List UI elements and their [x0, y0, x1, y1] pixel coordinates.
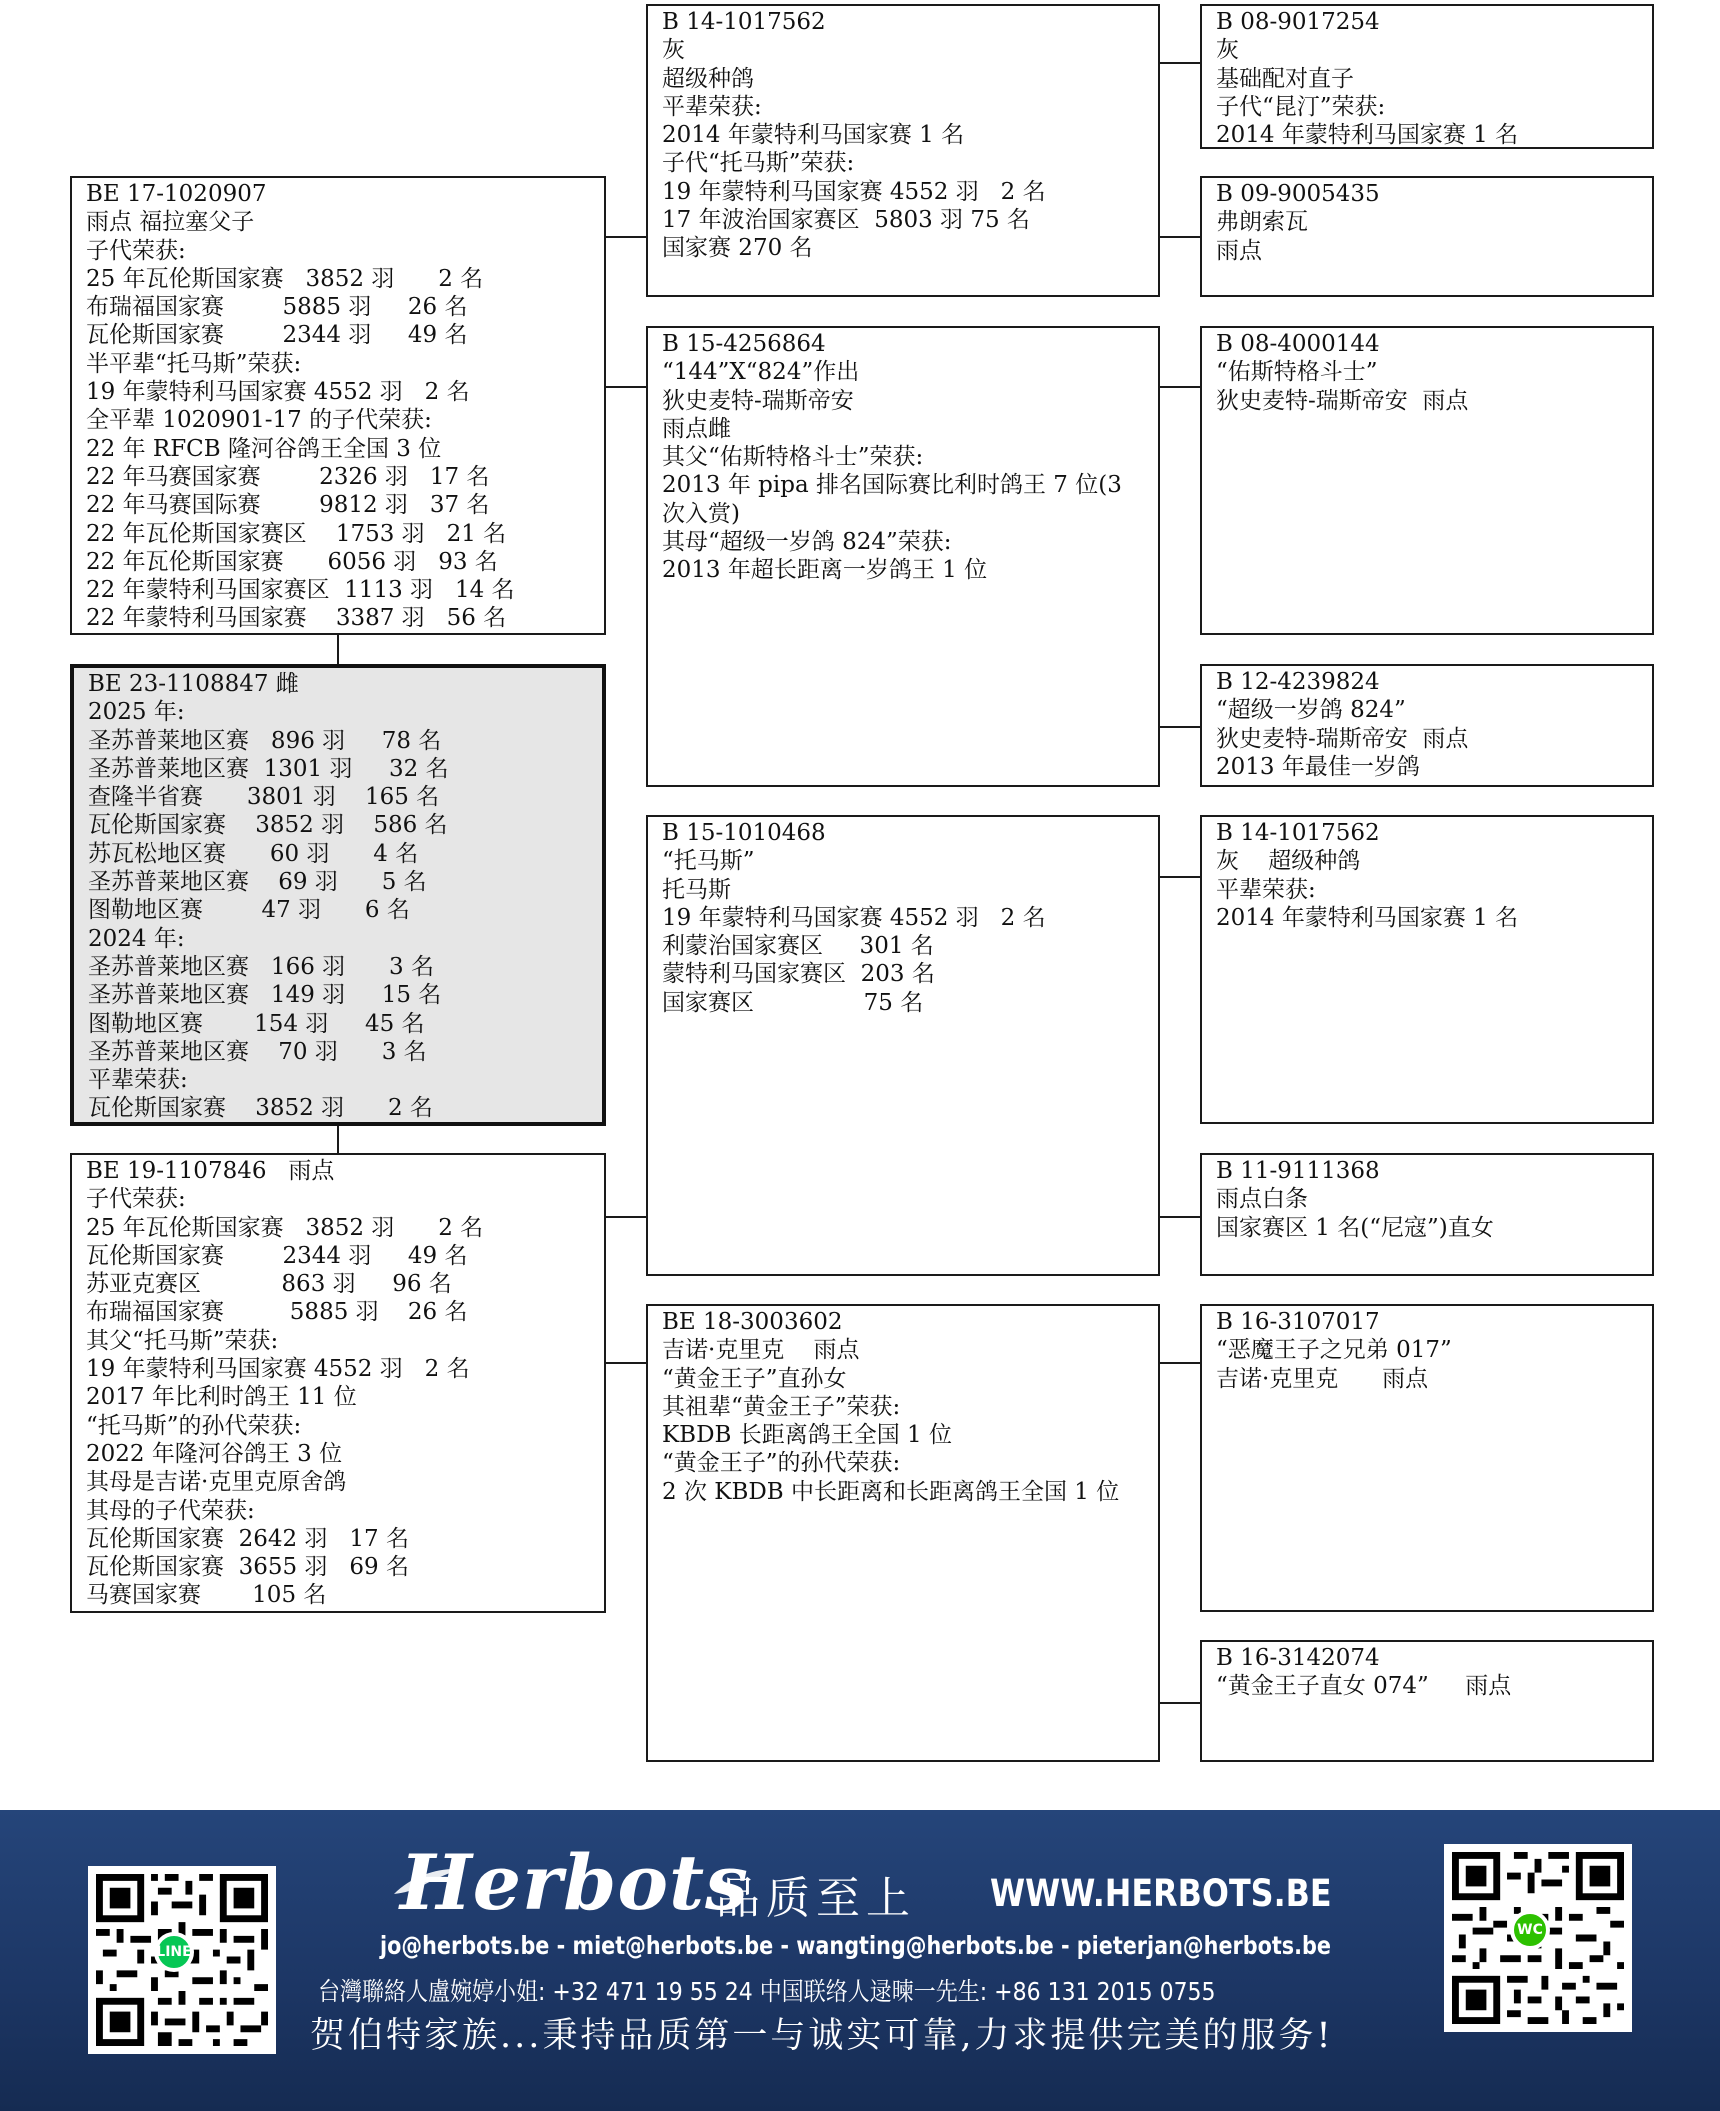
connector	[1160, 62, 1200, 64]
pedigree-line: 雨点雌	[662, 415, 731, 442]
pedigree-line: 圣苏普莱地区赛 70 羽 3 名	[88, 1038, 427, 1065]
pedigree-line: “黄金王子”的孙代荣获:	[662, 1450, 901, 1477]
pedigree-line: B 12-4239824	[1216, 669, 1380, 695]
pedigree-line: 超级种鸽	[662, 65, 754, 92]
pedigree-line: 狄史麦特-瑞斯帝安	[662, 387, 854, 414]
pedigree-line: 苏亚克赛区 863 羽 96 名	[86, 1271, 452, 1298]
pedigree-line: 布瑞福国家赛 5885 羽 26 名	[86, 294, 468, 321]
pedigree-line: 其父“佑斯特格斗士”荣获:	[662, 444, 924, 471]
pedigree-line: “恶魔王子之兄弟 017”	[1216, 1337, 1452, 1364]
pedigree-line: “黄金王子直女 074” 雨点	[1216, 1673, 1512, 1700]
connector	[1160, 1702, 1200, 1704]
connector	[1160, 236, 1200, 238]
connector	[606, 236, 646, 238]
pedigree-line: 苏瓦松地区赛 60 羽 4 名	[88, 840, 419, 867]
pedigree-line: “托马斯”的孙代荣获:	[86, 1412, 302, 1439]
line-qr-code	[88, 1866, 276, 2054]
pedigree-line: 国家赛 270 名	[662, 235, 813, 262]
pedigree-line: 平辈荣获:	[1216, 876, 1316, 903]
pedigree-line: 瓦伦斯国家赛 3852 羽 2 名	[88, 1095, 433, 1122]
pedigree-line: 蒙特利马国家赛区 203 名	[662, 961, 935, 988]
slogan: 品质至上	[716, 1873, 916, 1924]
connector	[1160, 1362, 1200, 1364]
contact-phones: 台灣聯絡人盧婉婷小姐: +32 471 19 55 24 中国联络人逯暕一先生: +86 131 2015 0755	[318, 1977, 1216, 2006]
pedigree-line: 瓦伦斯国家赛 3852 羽 586 名	[88, 812, 448, 839]
pedigree-line: 19 年蒙特利马国家赛 4552 羽 2 名	[86, 1356, 470, 1383]
pedigree-line: 瓦伦斯国家赛 3655 羽 69 名	[86, 1554, 409, 1581]
subject-card	[70, 664, 606, 1126]
pedigree-line: B 08-4000144	[1216, 331, 1380, 357]
pedigree-line: 灰	[662, 37, 685, 64]
pedigree-line: 灰	[1216, 37, 1239, 64]
pedigree-line: “超级一岁鸽 824”	[1216, 697, 1406, 724]
pedigree-line: 国家赛区 75 名	[662, 989, 924, 1016]
pedigree-line: 2025 年:	[88, 699, 185, 726]
pedigree-line: 19 年蒙特利马国家赛 4552 羽 2 名	[662, 178, 1046, 205]
pedigree-line: 全平辈 1020901-17 的子代荣获:	[86, 407, 432, 434]
pedigree-line: B 08-9017254	[1216, 9, 1380, 35]
pedigree-line: B 09-9005435	[1216, 181, 1380, 207]
pedigree-line: 2014 年蒙特利马国家赛 1 名	[662, 122, 965, 149]
pedigree-line: 其祖辈“黄金王子”荣获:	[662, 1393, 901, 1420]
pedigree-line: 平辈荣获:	[662, 93, 762, 120]
pedigree-line: 17 年波治国家赛区 5803 羽 75 名	[662, 207, 1030, 234]
connector	[337, 635, 339, 664]
dam-sire-card	[646, 815, 1160, 1276]
pedigree-line: 圣苏普莱地区赛 896 羽 78 名	[88, 727, 442, 754]
pedigree-line: 次入赏)	[662, 500, 740, 527]
pedigree-line: 2013 年 pipa 排名国际赛比利时鸽王 7 位(3	[662, 472, 1122, 499]
pedigree-line: 弗朗索瓦	[1216, 209, 1308, 236]
pedigree-line: 25 年瓦伦斯国家赛 3852 羽 2 名	[86, 1214, 484, 1241]
pedigree-line: B 16-3142074	[1216, 1645, 1380, 1671]
pedigree-line: 22 年马赛国家赛 2326 羽 17 名	[86, 463, 490, 490]
pedigree-line: 2014 年蒙特利马国家赛 1 名	[1216, 904, 1519, 931]
pedigree-line: “托马斯”	[662, 848, 755, 875]
sire-sire-card	[646, 4, 1160, 297]
pedigree-line: B 16-3107017	[1216, 1309, 1380, 1335]
connector	[1160, 1216, 1200, 1218]
pedigree-line: 雨点	[1216, 237, 1262, 264]
pedigree-line: B 15-4256864	[662, 331, 826, 357]
pedigree-line: 其父“托马斯”荣获:	[86, 1327, 279, 1354]
pedigree-line: 22 年蒙特利马国家赛 3387 羽 56 名	[86, 605, 507, 632]
pedigree-line: 2022 年隆河谷鸽王 3 位	[86, 1440, 343, 1467]
pedigree-line: 其母“超级一岁鸽 824”荣获:	[662, 529, 952, 556]
pedigree-line: KBDB 长距离鸽王全国 1 位	[662, 1422, 952, 1449]
wechat-qr-code	[1444, 1844, 1632, 2032]
connector	[1160, 726, 1200, 728]
pedigree-line: 2014 年蒙特利马国家赛 1 名	[1216, 122, 1519, 149]
pedigree-line: 2013 年超长距离一岁鸽王 1 位	[662, 557, 988, 584]
pedigree-line: 瓦伦斯国家赛 2344 羽 49 名	[86, 322, 468, 349]
sds-card	[1200, 326, 1654, 635]
website-link[interactable]: WWW.HERBOTS.BE	[990, 1872, 1332, 1915]
tagline: 贺伯特家族...秉持品质第一与诚实可靠,力求提供完美的服务!	[310, 2016, 1334, 2056]
pedigree-line: 查隆半省赛 3801 羽 165 名	[88, 784, 440, 811]
pedigree-line: 2013 年最佳一岁鸽	[1216, 753, 1420, 780]
sss-card	[1200, 4, 1654, 149]
pedigree-line: 基础配对直子	[1216, 65, 1354, 92]
brand-logo: Herbots	[400, 1838, 749, 1927]
pedigree-line: 22 年瓦伦斯国家赛区 1753 羽 21 名	[86, 520, 507, 547]
connector	[337, 1126, 339, 1153]
pedigree-line: “144”X“824”作出	[662, 359, 860, 386]
line-icon: LINE	[154, 1932, 194, 1972]
pedigree-line: 子代荣获:	[86, 237, 186, 264]
pedigree-line: 圣苏普莱地区赛 149 羽 15 名	[88, 982, 442, 1009]
pedigree-line: 雨点 福拉塞父子	[86, 209, 255, 236]
pedigree-line: 圣苏普莱地区赛 1301 羽 32 名	[88, 755, 449, 782]
pedigree-line: 圣苏普莱地区赛 69 羽 5 名	[88, 869, 427, 896]
pedigree-line: B 15-1010468	[662, 820, 826, 846]
pedigree-line: 19 年蒙特利马国家赛 4552 羽 2 名	[662, 904, 1046, 931]
pedigree-line: “黄金王子”直孙女	[662, 1365, 847, 1392]
pedigree-line: 图勒地区赛 154 羽 45 名	[88, 1010, 425, 1037]
dds-card	[1200, 1304, 1654, 1612]
pedigree-line: 2017 年比利时鸽王 11 位	[86, 1384, 357, 1411]
pedigree-line: 狄史麦特-瑞斯帝安 雨点	[1216, 387, 1469, 414]
dam-dam-card	[646, 1304, 1160, 1762]
ssd-card	[1200, 176, 1654, 297]
pedigree-line: 雨点白条	[1216, 1186, 1308, 1213]
sire-card	[70, 176, 606, 635]
pedigree-line: 灰 超级种鸽	[1216, 848, 1361, 875]
connector	[606, 386, 646, 388]
pedigree-line: 其母是吉诺·克里克原舍鸽	[86, 1469, 347, 1496]
pedigree-line: 国家赛区 1 名(“尼寇”)直女	[1216, 1214, 1494, 1241]
pedigree-line: 瓦伦斯国家赛 2344 羽 49 名	[86, 1242, 468, 1269]
pedigree-line: BE 19-1107846 雨点	[86, 1158, 335, 1184]
pedigree-line: BE 18-3003602	[662, 1309, 843, 1335]
connector	[1160, 876, 1200, 878]
ddd-card	[1200, 1640, 1654, 1762]
sire-dam-card	[646, 326, 1160, 787]
pedigree-line: “佑斯特格斗士”	[1216, 359, 1378, 386]
pedigree-line: 马赛国家赛 105 名	[86, 1582, 327, 1609]
pedigree-line: 图勒地区赛 47 羽 6 名	[88, 897, 410, 924]
pedigree-line: 利蒙治国家赛区 301 名	[662, 933, 934, 960]
pedigree-line: 22 年马赛国际赛 9812 羽 37 名	[86, 492, 490, 519]
pedigree-line: B 14-1017562	[662, 9, 826, 35]
pedigree-line: 25 年瓦伦斯国家赛 3852 羽 2 名	[86, 265, 484, 292]
connector	[606, 1216, 646, 1218]
connector	[1160, 386, 1200, 388]
dam-card	[70, 1153, 606, 1613]
dss-card	[1200, 815, 1654, 1124]
pedigree-line: 托马斯	[662, 876, 731, 903]
connector	[606, 1362, 646, 1364]
pedigree-line: 狄史麦特-瑞斯帝安 雨点	[1216, 725, 1469, 752]
pedigree-line: 平辈荣获:	[88, 1067, 188, 1094]
pedigree-line: BE 17-1020907	[86, 181, 267, 207]
pedigree-line: 子代“托马斯”荣获:	[662, 150, 855, 177]
pedigree-line: B 11-9111368	[1216, 1158, 1380, 1184]
pedigree-line: BE 23-1108847 雌	[88, 671, 299, 697]
pedigree-line: 22 年瓦伦斯国家赛 6056 羽 93 名	[86, 548, 498, 575]
pedigree-line: 圣苏普莱地区赛 166 羽 3 名	[88, 953, 434, 980]
pedigree-line: 瓦伦斯国家赛 2642 羽 17 名	[86, 1525, 409, 1552]
pedigree-line: 2024 年:	[88, 925, 185, 952]
pedigree-line: 半平辈“托马斯”荣获:	[86, 350, 302, 377]
pedigree-line: 22 年 RFCB 隆河谷鸽王全国 3 位	[86, 435, 442, 462]
sdd-card	[1200, 664, 1654, 787]
pedigree-line: 子代荣获:	[86, 1186, 186, 1213]
pedigree-line: 2 次 KBDB 中长距离和长距离鸽王全国 1 位	[662, 1478, 1120, 1505]
pedigree-line: 布瑞福国家赛 5885 羽 26 名	[86, 1299, 468, 1326]
email-list[interactable]: jo@herbots.be - miet@herbots.be - wangting@herbots.be - pieterjan@herbots.be	[380, 1931, 1331, 1960]
pedigree-line: 22 年蒙特利马国家赛区 1113 羽 14 名	[86, 577, 515, 604]
dsd-card	[1200, 1153, 1654, 1276]
pedigree-line: 其母的子代荣获:	[86, 1497, 255, 1524]
wechat-icon: WC	[1510, 1910, 1550, 1950]
pedigree-line: 吉诺·克里克 雨点	[1216, 1365, 1429, 1392]
pedigree-line: B 14-1017562	[1216, 820, 1380, 846]
pedigree-line: 19 年蒙特利马国家赛 4552 羽 2 名	[86, 379, 470, 406]
pedigree-line: 子代“昆汀”荣获:	[1216, 93, 1386, 120]
pedigree-line: 吉诺·克里克 雨点	[662, 1337, 860, 1364]
